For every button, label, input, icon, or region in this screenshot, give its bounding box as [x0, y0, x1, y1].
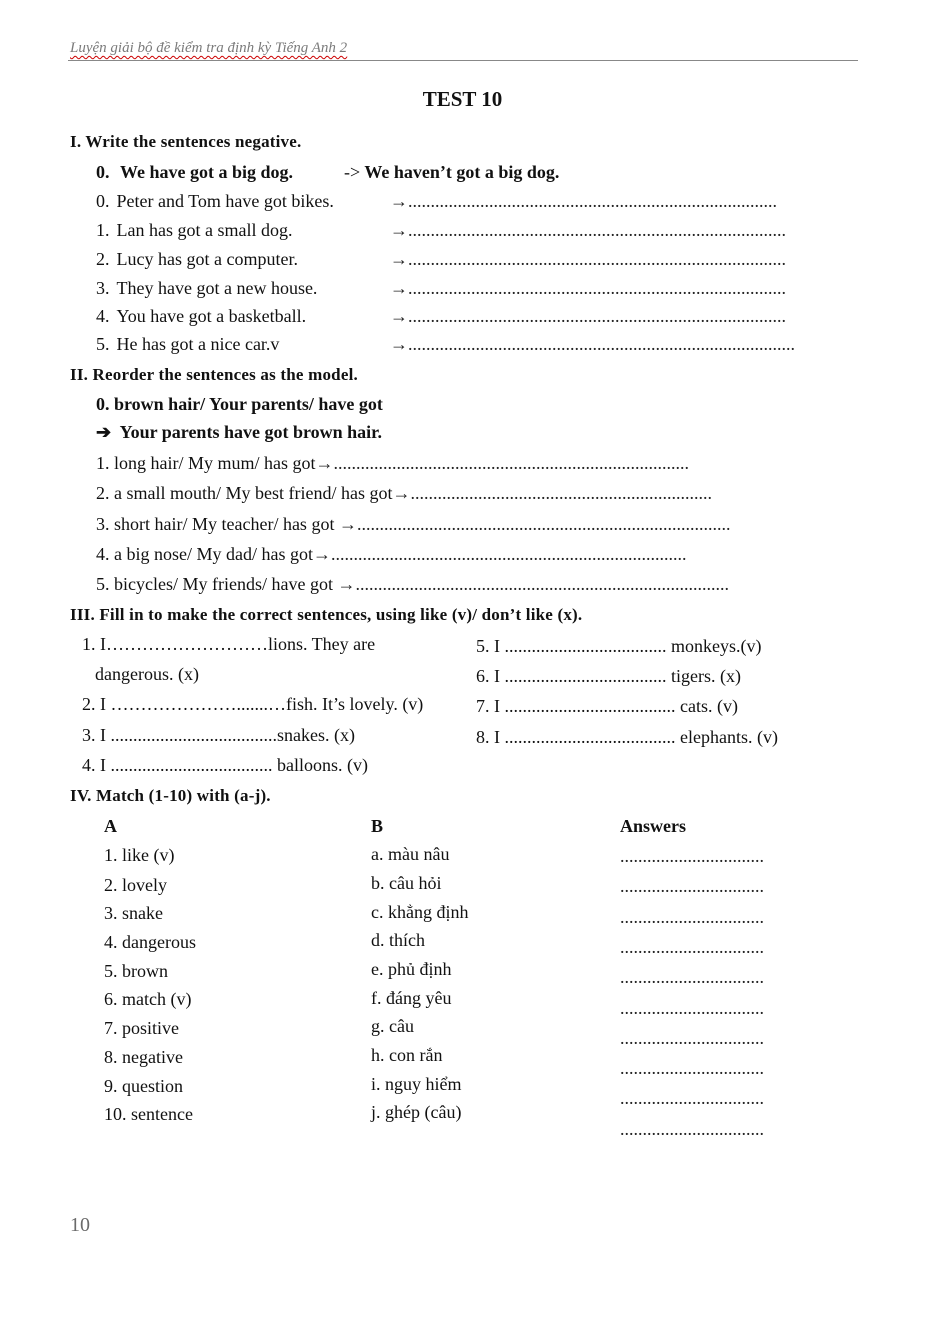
section1-item	[96, 191, 334, 212]
item-number: 5.	[96, 334, 110, 354]
section2-item	[96, 574, 796, 595]
item-sentence: He has got a nice car.v	[116, 334, 280, 354]
column-a-header: A	[104, 816, 117, 836]
section1-example-answer	[344, 162, 559, 183]
answer-blank[interactable]: →...............................................................................	[312, 544, 687, 564]
answer-blank[interactable]: →...............................................................................	[315, 453, 689, 473]
fill-in-item[interactable]: 8. I ...................................... elephants. (v)	[476, 727, 778, 747]
example-text: We have got a big dog.	[120, 162, 294, 182]
answer-blank[interactable]: →....................................................................................	[390, 220, 786, 240]
section1-item	[96, 220, 292, 241]
page-title: TEST 10	[422, 87, 503, 111]
item-sentence: You have got a basketball.	[116, 306, 307, 326]
answer-blank[interactable]: →..................................................................................	[390, 191, 777, 211]
section4-heading: IV. Match (1-10) with (a-j).	[70, 786, 271, 805]
running-header	[70, 40, 347, 57]
answer-blank[interactable]: ................................	[620, 907, 764, 927]
section2-item	[96, 453, 796, 474]
match-item-b: d. thích	[371, 930, 425, 950]
fill-in-item[interactable]: dangerous. (x)	[95, 664, 199, 684]
item-number: 3.	[96, 278, 110, 298]
answer-blank[interactable]: ................................	[620, 967, 764, 987]
match-item-b: c. khẳng định	[371, 902, 469, 922]
section1-item	[96, 334, 279, 355]
example-arrow: ->	[344, 162, 361, 182]
fill-in-item[interactable]: 1. I………………………lions. They are	[82, 634, 376, 654]
section2-example-answer: Your parents have got brown hair.	[119, 422, 382, 442]
fill-in-item[interactable]: 2. I ………………….......…fish. It’s lovely. (v)	[82, 694, 424, 714]
match-item-b: h. con rắn	[371, 1045, 443, 1065]
match-item-b: g. câu	[371, 1016, 414, 1036]
match-item-b: e. phủ định	[371, 959, 452, 979]
example-num: 0.	[96, 162, 110, 182]
match-item-a: 5. brown	[104, 961, 168, 981]
match-item-a: 2. lovely	[104, 875, 167, 895]
section3-heading: III. Fill in to make the correct sentences, using like (v)/ don’t like (x).	[70, 605, 583, 624]
item-number: 1.	[96, 220, 110, 240]
answer-blank[interactable]: ................................	[620, 937, 764, 957]
item-prompt: 3. short hair/ My teacher/ has got	[96, 514, 339, 534]
answer-blank[interactable]: →...................................................................................	[338, 514, 731, 534]
item-sentence: Peter and Tom have got bikes.	[116, 191, 334, 211]
answer-blank[interactable]: →......................................................................................	[390, 334, 795, 354]
match-item-b: f. đáng yêu	[371, 988, 452, 1008]
item-prompt: 2. a small mouth/ My best friend/ has got	[96, 483, 393, 503]
section1-example	[96, 162, 293, 183]
section1-item	[96, 278, 317, 299]
running-header-text: Luyện giải bộ đề kiểm tra định kỳ Tiếng Anh 2	[70, 40, 348, 56]
item-number: 2.	[96, 249, 110, 269]
item-prompt: 4. a big nose/ My dad/ has got	[96, 544, 313, 564]
answer-blank[interactable]: →....................................................................................	[390, 306, 786, 326]
match-item-a: 10. sentence	[104, 1104, 193, 1124]
answer-blank[interactable]: ................................	[620, 1088, 764, 1108]
item-sentence: They have got a new house.	[116, 278, 318, 298]
answer-blank[interactable]: →...................................................................	[392, 483, 712, 503]
answer-blank[interactable]: →....................................................................................	[390, 249, 786, 269]
answer-blank[interactable]: ................................	[620, 998, 764, 1018]
item-number: 0.	[96, 191, 110, 211]
match-item-b: b. câu hỏi	[371, 873, 442, 893]
header-divider	[68, 60, 858, 61]
item-prompt: 1. long hair/ My mum/ has got	[96, 453, 316, 473]
arrow-right-icon: ➔	[96, 422, 112, 442]
section2-item	[96, 483, 796, 504]
answer-blank[interactable]: ................................	[620, 1058, 764, 1078]
match-item-a: 4. dangerous	[104, 932, 196, 952]
answer-blank[interactable]: ................................	[620, 876, 764, 896]
match-item-a: 1. like (v)	[104, 845, 175, 865]
match-item-a: 3. snake	[104, 903, 163, 923]
fill-in-item[interactable]: 4. I .................................... balloons. (v)	[82, 755, 368, 775]
fill-in-item[interactable]: 3. I .....................................snakes. (x)	[82, 725, 355, 745]
section1-item	[96, 249, 298, 270]
answer-blank[interactable]: ................................	[620, 846, 764, 866]
match-item-a: 6. match (v)	[104, 989, 192, 1009]
match-item-b: i. nguy hiểm	[371, 1074, 462, 1094]
match-item-a: 7. positive	[104, 1018, 179, 1038]
fill-in-item[interactable]: 7. I ...................................... cats. (v)	[476, 696, 738, 716]
section1-item	[96, 306, 306, 327]
section2-item	[96, 514, 796, 535]
item-sentence: Lucy has got a computer.	[116, 249, 298, 269]
match-item-b: j. ghép (câu)	[371, 1102, 462, 1122]
column-b-header: B	[371, 816, 384, 836]
page-number: 10	[70, 1214, 90, 1236]
section2-example-prompt: 0. brown hair/ Your parents/ have got	[96, 394, 383, 414]
section2-item	[96, 544, 796, 565]
answer-blank[interactable]: ................................	[620, 1119, 764, 1139]
answer-blank[interactable]: ................................	[620, 1028, 764, 1048]
match-item-b: a. màu nâu	[371, 844, 450, 864]
section2-heading: II. Reorder the sentences as the model.	[70, 365, 358, 384]
item-sentence: Lan has got a small dog.	[116, 220, 293, 240]
example-answer: We haven’t got a big dog.	[364, 162, 560, 182]
section1-heading: I. Write the sentences negative.	[70, 132, 302, 151]
match-item-a: 9. question	[104, 1076, 183, 1096]
fill-in-item[interactable]: 5. I .................................... monkeys.(v)	[476, 636, 762, 656]
item-prompt: 5. bicycles/ My friends/ have got	[96, 574, 338, 594]
section2-example-answer-row	[96, 422, 382, 443]
answers-header: Answers	[620, 816, 686, 836]
item-number: 4.	[96, 306, 110, 326]
match-item-a: 8. negative	[104, 1047, 183, 1067]
answer-blank[interactable]: →....................................................................................	[390, 278, 786, 298]
answer-blank[interactable]: →...................................................................................	[337, 574, 729, 594]
fill-in-item[interactable]: 6. I .................................... tigers. (x)	[476, 666, 741, 686]
